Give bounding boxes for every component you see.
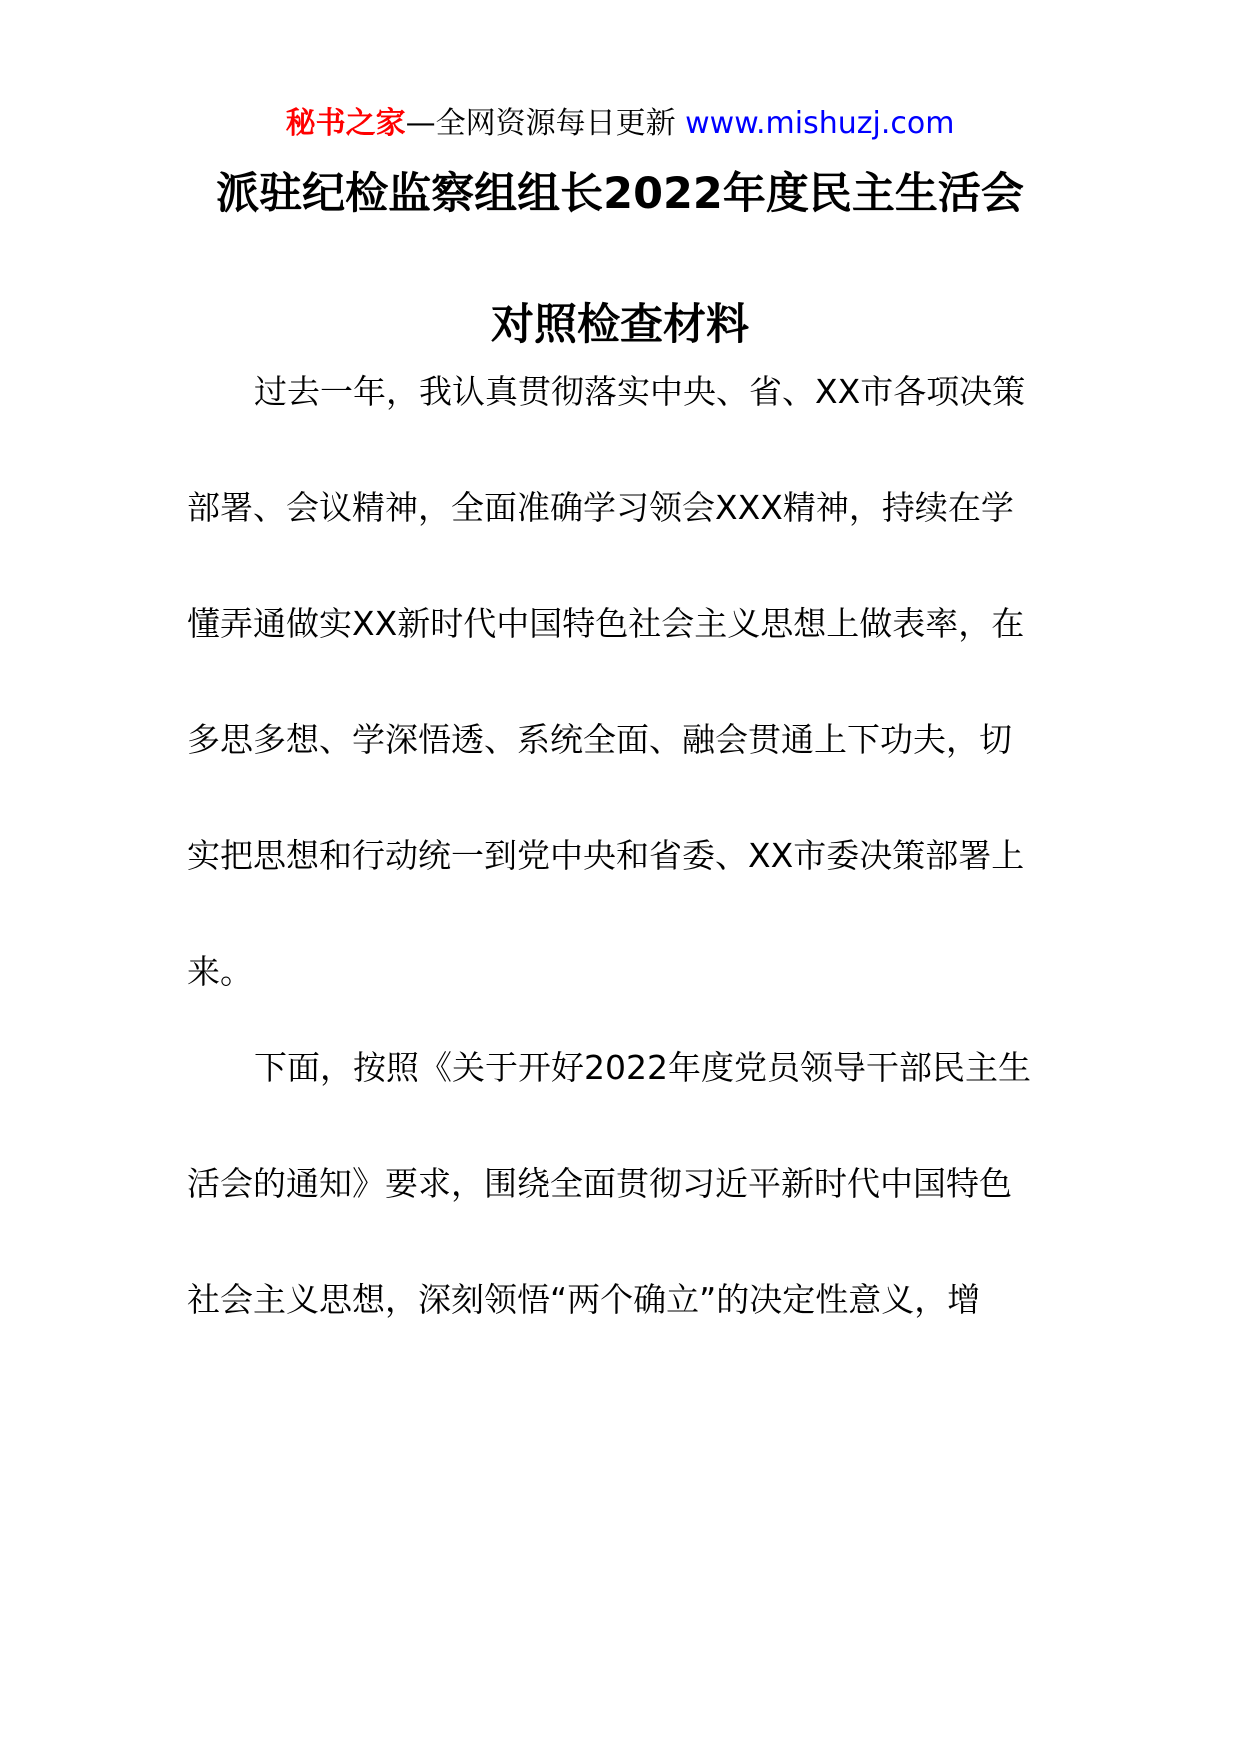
- paragraph-1-line-4: 多思多想、学深悟透、系统全面、融会贯通上下功夫，切: [187, 720, 1012, 759]
- watermark-header: [0, 100, 1240, 148]
- document-title-line-1: 派驻纪检监察组组长2022年度民主生活会: [216, 169, 1024, 219]
- site-url-link[interactable]: www.mishuzj.com: [685, 106, 955, 141]
- paragraph-2-line-1: 下面，按照《关于开好2022年度党员领导干部民主生: [254, 1048, 1031, 1087]
- header-tagline: —全网资源每日更新: [405, 106, 676, 141]
- brand-name: 秘书之家: [285, 106, 406, 141]
- paragraph-1-line-6: 来。: [187, 952, 253, 991]
- paragraph-1-line-2: 部署、会议精神，全面准确学习领会XXX精神，持续在学: [187, 488, 1014, 527]
- document-title-line-2: 对照检查材料: [491, 300, 749, 350]
- paragraph-1-line-5: 实把思想和行动统一到党中央和省委、XX市委决策部署上: [187, 836, 1025, 875]
- paragraph-2-line-3: 社会主义思想，深刻领悟“两个确立”的决定性意义，增: [187, 1280, 981, 1319]
- paragraph-1-line-1: 过去一年，我认真贯彻落实中央、省、XX市各项决策: [254, 372, 1026, 411]
- paragraph-2-line-2: 活会的通知》要求，围绕全面贯彻习近平新时代中国特色: [187, 1164, 1012, 1203]
- paragraph-1-line-3: 懂弄通做实XX新时代中国特色社会主义思想上做表率，在: [187, 604, 1025, 643]
